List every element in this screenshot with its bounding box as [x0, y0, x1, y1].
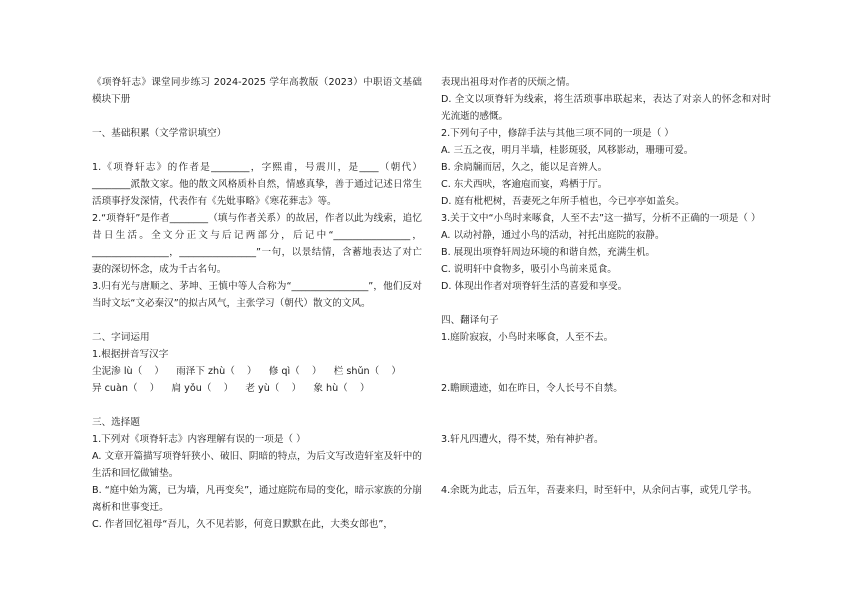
section-heading-translate: 四、翻译句子: [441, 315, 499, 326]
option-3a: A. 以动衬静，通过小鸟的活动，衬托出庭院的寂静。: [441, 230, 665, 241]
question-words-1: 1.根据拼音写汉字: [92, 349, 169, 360]
spacer: [92, 397, 422, 414]
translate-sentence-1: 1.庭阶寂寂，小鸟时来啄食，人至不去。: [441, 332, 614, 343]
left-column: [92, 74, 422, 533]
spacer: [92, 108, 422, 125]
answer-space: [441, 397, 771, 431]
option-1a: A. 文章开篇描写项脊轩狭小、破旧、阴暗的特点，为后文写改造轩室及轩中的生活和回忆做铺垫。: [92, 451, 422, 479]
answer-space: [441, 346, 771, 380]
option-2d: D. 庭有枇杷树，吾妻死之年所手植也，今已亭亭如盖矣。: [441, 196, 685, 207]
question-choice-1: 1.下列对《项脊轩志》内容理解有误的一项是（ ）: [92, 434, 306, 445]
option-3b: B. 展现出项脊轩周边环境的和谐自然，充满生机。: [441, 247, 656, 258]
option-2c: C. 东犬西吠，客逾庖而宴，鸡栖于厅。: [441, 179, 608, 190]
section-heading-words: 二、字词运用: [92, 332, 150, 343]
pinyin-line-2: 异 cuàn（ ） 扃 yǒu（ ） 老 yù（ ） 象 hù（ ）: [92, 383, 370, 394]
option-1c: C. 作者回忆祖母“吾儿，久不见若影，何竟日默默在此，大类女郎也”，: [92, 519, 393, 530]
section-heading-basics: 一、基础积累（文学常识填空）: [92, 128, 227, 139]
spacer: [441, 295, 771, 312]
section-heading-choice: 三、选择题: [92, 417, 140, 428]
translate-sentence-3: 3.轩凡四遭火，得不焚，殆有神护者。: [441, 434, 604, 445]
answer-space: [441, 448, 771, 482]
question-basics-1: 1.《项脊轩志》的作者是________，字熙甫，号震川，是____（朝代）________派散文家。他的散文风格质朴自然，情感真挚，善于通过记述日常生活琐事抒发深情，代表作有《先妣事略》《寒花葬志》等。: [92, 162, 422, 207]
option-2b: B. 余扃牖而居，久之，能以足音辨人。: [441, 162, 608, 173]
question-choice-3: 3.关于文中“小鸟时来啄食，人至不去”这一描写，分析不正确的一项是（ ）: [441, 213, 761, 224]
spacer: [92, 142, 422, 159]
option-1b: B. “庭中始为篱，已为墙，凡再变矣”，通过庭院布局的变化，暗示家族的分崩离析和世事变迁。: [92, 485, 422, 513]
document-title: 《项脊轩志》课堂同步练习 2024-2025 学年高教版（2023）中职语文基础模块下册: [92, 77, 422, 105]
translate-sentence-4: 4.余既为此志，后五年，吾妻来归，时至轩中，从余问古事，或凭几学书。: [441, 485, 758, 496]
question-basics-2: 2.“项脊轩”是作者________（填与作者关系）的故居，作者以此为线索，追忆昔日生活。全文分正文与后记两部分，后记中“________________，________________，________________”一句，以景结情，含蓄地表达了对亡妻的深切怀念，成为千古名句。: [92, 213, 422, 275]
right-column: [441, 74, 771, 499]
option-1d: D. 全文以项脊轩为线索，将生活琐事串联起来，表达了对亲人的怀念和对时光流逝的感慨。: [441, 94, 771, 122]
pinyin-line-1: 尘泥渗 lù（ ） 雨泽下 zhù（ ） 修 qì（ ） 栏 shǔn（ ）: [92, 366, 402, 377]
spacer: [92, 312, 422, 329]
option-2a: A. 三五之夜，明月半墙，桂影斑驳，风移影动，珊珊可爱。: [441, 145, 694, 156]
question-basics-3: 3.归有光与唐顺之、茅坤、王慎中等人合称为“________________”，他们反对当时文坛“文必秦汉”的拟古风气，主张学习（朝代）散文的文风。: [92, 281, 422, 309]
option-3d: D. 体现出作者对项脊轩生活的喜爱和享受。: [441, 281, 628, 292]
option-1c-continued: 表现出祖母对作者的厌烦之情。: [441, 77, 576, 88]
option-3c: C. 说明轩中食物多，吸引小鸟前来觅食。: [441, 264, 617, 275]
translate-sentence-2: 2.瞻顾遗迹，如在昨日，令人长号不自禁。: [441, 383, 623, 394]
question-choice-2: 2.下列句子中，修辞手法与其他三项不同的一项是（ ）: [441, 128, 674, 139]
